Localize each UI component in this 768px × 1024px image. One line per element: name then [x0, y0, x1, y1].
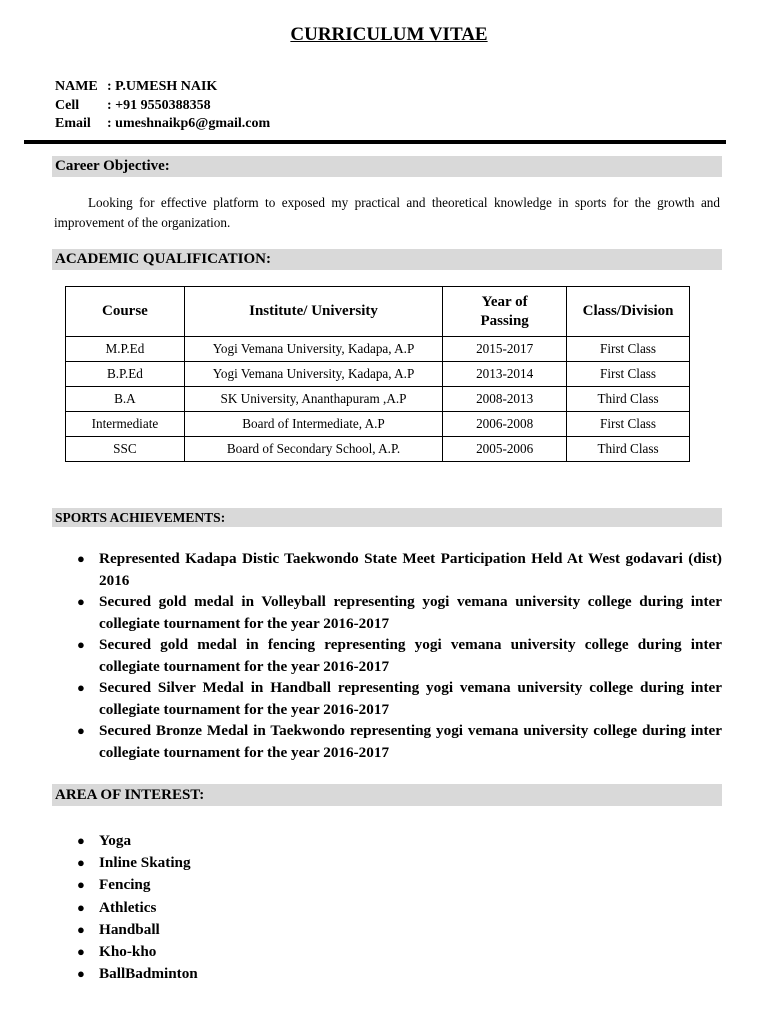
cell-year: 2008-2013	[443, 387, 567, 412]
cell-institute: SK University, Ananthapuram ,A.P	[184, 387, 442, 412]
header-divider	[24, 140, 726, 144]
name-label: NAME	[55, 79, 98, 94]
interest-list	[54, 830, 454, 985]
career-objective-heading: Career Objective:	[52, 156, 722, 177]
sports-achievements-list	[54, 548, 722, 763]
bullet-icon: ●	[77, 551, 85, 566]
achievement-text: Secured gold medal in fencing representing yogi vemana university college during inter collegiate tournament for the year 2016-2017	[99, 636, 722, 675]
bullet-icon: ●	[77, 877, 85, 893]
header-class: Class/Division	[567, 287, 690, 337]
table-header-row	[66, 287, 690, 337]
list-item	[54, 941, 454, 963]
cell-course: M.P.Ed	[66, 337, 185, 362]
bullet-icon: ●	[77, 855, 85, 871]
list-item	[54, 963, 454, 985]
email-row	[55, 115, 270, 134]
list-item	[54, 548, 722, 591]
achievement-text: Secured gold medal in Volleyball representing yogi vemana university college during inter collegiate tournament for the year 2016-2017	[99, 593, 722, 632]
cell-institute: Board of Intermediate, A.P	[184, 412, 442, 437]
interest-text: BallBadminton	[99, 965, 198, 983]
cell-year: 2005-2006	[443, 437, 567, 462]
list-item	[54, 591, 722, 634]
cell-value: : +91 9550388358	[107, 97, 211, 113]
academic-table	[65, 286, 690, 462]
achievement-text: Secured Bronze Medal in Taekwondo representing yogi vemana university college during inter collegiate tournament for the year 2016-2017	[99, 722, 722, 761]
cell-course: SSC	[66, 437, 185, 462]
table-row	[66, 337, 690, 362]
document-title: CURRICULUM VITAE	[290, 24, 488, 45]
bullet-icon: ●	[77, 833, 85, 848]
cell-institute: Board of Secondary School, A.P.	[184, 437, 442, 462]
cell-course: B.P.Ed	[66, 362, 185, 387]
cell-course: Intermediate	[66, 412, 185, 437]
bullet-icon: ●	[77, 921, 85, 937]
header-course: Course	[66, 287, 185, 337]
email-value: : umeshnaikp6@gmail.com	[107, 116, 271, 131]
contact-block	[55, 78, 270, 134]
table-row	[66, 437, 690, 462]
cell-class: Third Class	[567, 437, 690, 462]
interest-text: Fencing	[99, 876, 151, 894]
list-item	[54, 919, 454, 941]
list-item	[54, 634, 722, 677]
bullet-icon: ●	[77, 944, 85, 960]
academic-heading: ACADEMIC QUALIFICATION:	[52, 249, 722, 270]
list-item	[54, 720, 722, 763]
bullet-icon: ●	[77, 637, 85, 652]
cell-institute: Yogi Vemana University, Kadapa, A.P	[184, 337, 442, 362]
bullet-icon: ●	[77, 723, 85, 738]
cell-row	[55, 97, 270, 116]
interest-text: Kho-kho	[99, 943, 157, 961]
cell-class: Third Class	[567, 387, 690, 412]
career-objective-text: Looking for effective platform to exposed my practical and theoretical knowledge in sports for the growth and improvement of the organization.	[54, 195, 720, 230]
bullet-icon: ●	[77, 899, 85, 915]
achievement-text: Represented Kadapa Distic Taekwondo State Meet Participation Held At West godavari (dist) 2016	[99, 550, 722, 589]
cell-institute: Yogi Vemana University, Kadapa, A.P	[184, 362, 442, 387]
interest-text: Handball	[99, 920, 160, 938]
name-value: : P.UMESH NAIK	[107, 79, 218, 94]
cell-class: First Class	[567, 362, 690, 387]
cell-label: Cell	[55, 97, 80, 113]
interest-text: Athletics	[99, 898, 157, 916]
header-institute: Institute/ University	[184, 287, 442, 337]
cell-course: B.A	[66, 387, 185, 412]
list-item	[54, 677, 722, 720]
bullet-icon: ●	[77, 680, 85, 695]
sports-heading: SPORTS ACHIEVEMENTS:	[52, 508, 722, 527]
list-item	[54, 852, 454, 874]
table-row	[66, 387, 690, 412]
header-year: Year of Passing	[443, 287, 567, 337]
list-item	[54, 830, 454, 852]
interest-heading: AREA OF INTEREST:	[52, 784, 722, 806]
bullet-icon: ●	[77, 594, 85, 609]
table-row	[66, 362, 690, 387]
interest-text: Inline Skating	[99, 854, 191, 872]
cell-year: 2013-2014	[443, 362, 567, 387]
interest-text: Yoga	[99, 832, 132, 849]
cell-year: 2006-2008	[443, 412, 567, 437]
cell-class: First Class	[567, 337, 690, 362]
list-item	[54, 874, 454, 896]
cell-class: First Class	[567, 412, 690, 437]
table-row	[66, 412, 690, 437]
email-label: Email	[55, 116, 91, 131]
achievement-text: Secured Silver Medal in Handball representing yogi vemana university college during inter collegiate tournament for the year 2016-2017	[99, 679, 722, 718]
name-row	[55, 78, 270, 97]
cell-year: 2015-2017	[443, 337, 567, 362]
list-item	[54, 897, 454, 919]
bullet-icon: ●	[77, 966, 85, 982]
